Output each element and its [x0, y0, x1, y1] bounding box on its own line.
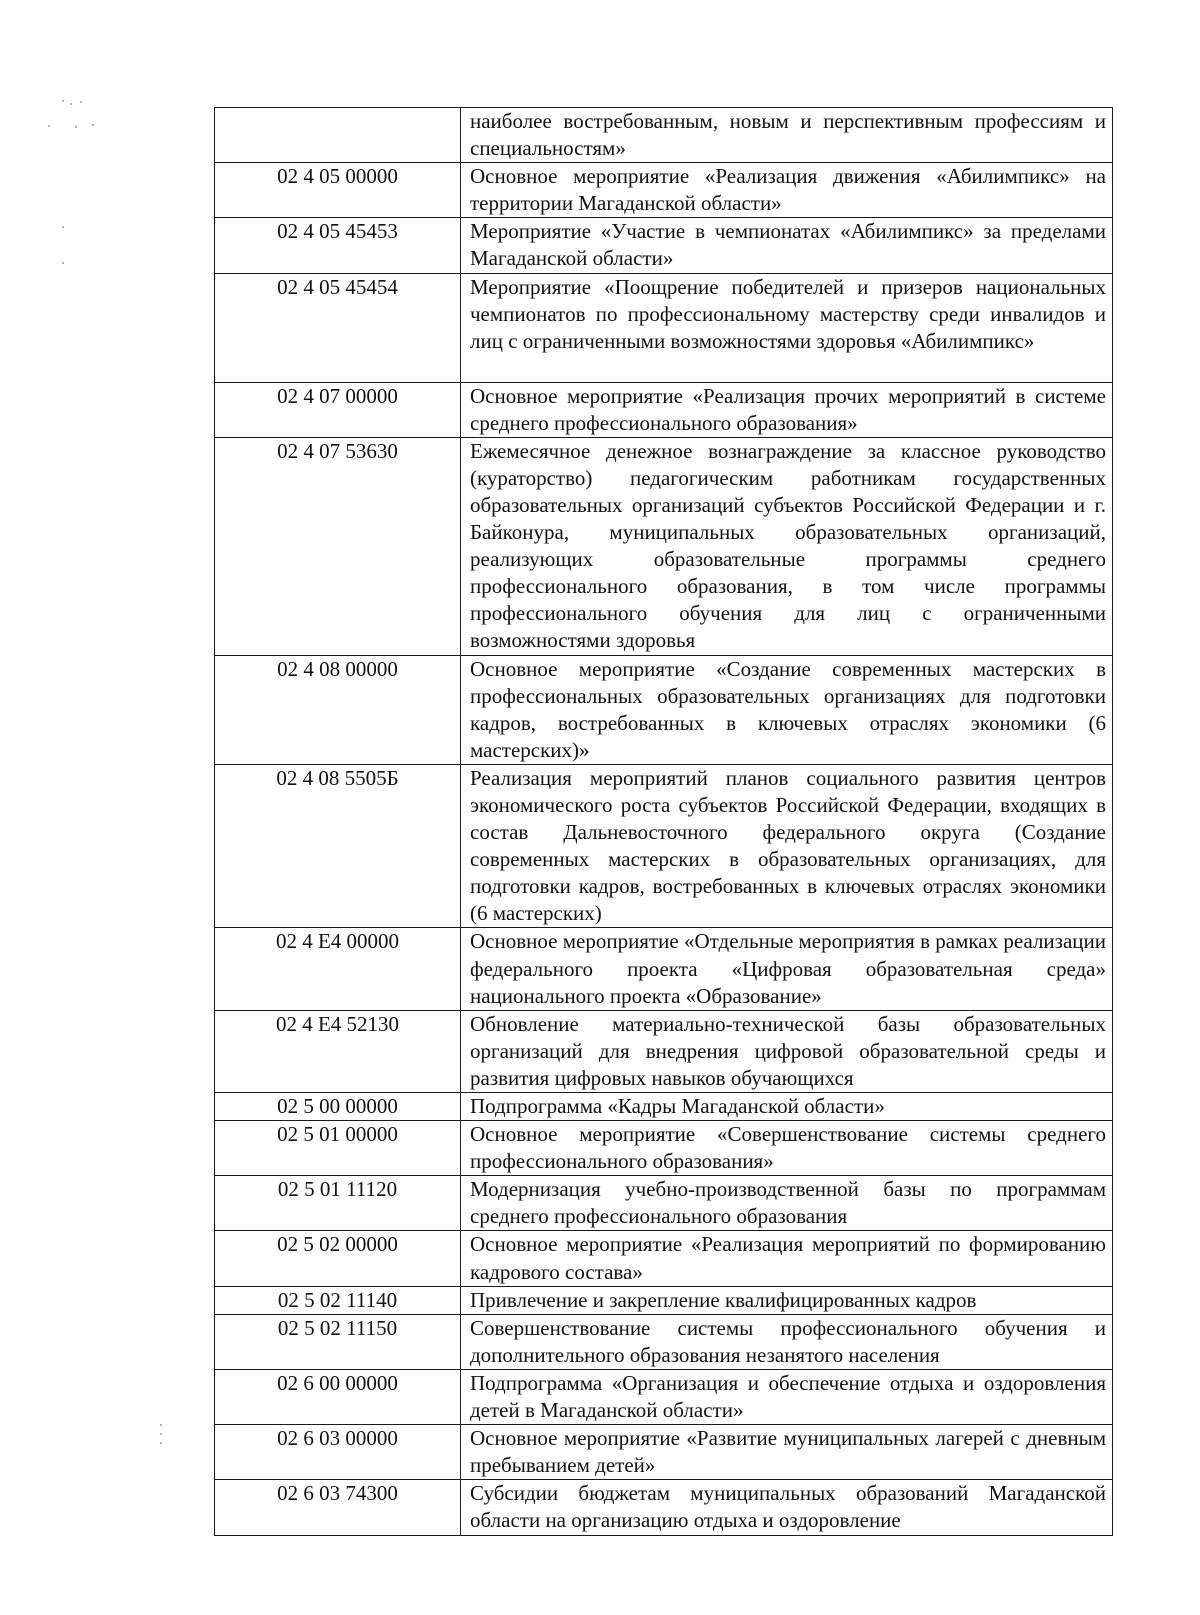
scan-speck [160, 1442, 162, 1444]
table-row [215, 928, 1113, 1010]
scan-speck [75, 126, 77, 128]
budget-code-cell: 02 4 E4 52130 [215, 1010, 461, 1092]
table-row [215, 655, 1113, 764]
table-row [215, 764, 1113, 928]
description-cell: Модернизация учебно-производственной базы по программам среднего профессионального образования [461, 1176, 1113, 1231]
description-cell: Совершенствование системы профессионального обучения и дополнительного образования незанятого населения [461, 1314, 1113, 1369]
description-cell: Привлечение и закрепление квалифицированных кадров [461, 1286, 1113, 1314]
budget-code-cell: 02 5 02 11150 [215, 1314, 461, 1369]
description-cell: наиболее востребованным, новым и перспективным профессиям и специальностям» [461, 108, 1113, 163]
budget-code-cell [215, 108, 461, 163]
scan-speck [62, 226, 64, 228]
budget-code-cell: 02 4 05 45454 [215, 273, 461, 382]
scan-speck [92, 124, 94, 126]
table-row [215, 382, 1113, 437]
budget-code-cell: 02 5 00 00000 [215, 1093, 461, 1121]
description-cell: Мероприятие «Поощрение победителей и призеров национальных чемпионатов по профессиональному мастерству среди инвалидов и лиц с ограниченными возможностями здоровья «Абилимпикс» [461, 273, 1113, 382]
description-cell: Подпрограмма «Организация и обеспечение отдыха и оздоровления детей в Магаданской области» [461, 1369, 1113, 1424]
table-row [215, 1010, 1113, 1092]
description-cell: Основное мероприятие «Создание современных мастерских в профессиональных образовательных организациях для подготовки кадров, востребованных в ключевых отраслях экономики (6 мастерских)» [461, 655, 1113, 764]
budget-code-cell: 02 4 08 00000 [215, 655, 461, 764]
scan-speck [70, 103, 72, 105]
scan-speck [62, 262, 64, 264]
table-row [215, 218, 1113, 273]
description-cell: Субсидии бюджетам муниципальных образований Магаданской области на организацию отдыха и оздоровление [461, 1480, 1113, 1536]
budget-classification-table [214, 107, 1113, 1536]
description-cell: Мероприятие «Участие в чемпионатах «Абилимпикс» за пределами Магаданской области» [461, 218, 1113, 273]
table-row [215, 1480, 1113, 1536]
scan-speck [62, 100, 64, 102]
table-row [215, 1369, 1113, 1424]
table-row [215, 1231, 1113, 1286]
description-cell: Реализация мероприятий планов социального развития центров экономического роста субъектов Российской Федерации, входящих в состав Дальневосточного федерального округа (Создание современных мастерских в образовательных организациях, для подготовки кадров, востребованных в ключевых отраслях экономики (6 мастерских) [461, 764, 1113, 928]
budget-code-cell: 02 5 02 11140 [215, 1286, 461, 1314]
table-row [215, 437, 1113, 655]
budget-code-cell: 02 4 05 45453 [215, 218, 461, 273]
description-cell: Основное мероприятие «Реализация движения «Абилимпикс» на территории Магаданской области» [461, 163, 1113, 218]
budget-code-cell: 02 6 00 00000 [215, 1369, 461, 1424]
scan-speck [80, 101, 82, 103]
table-row [215, 1425, 1113, 1480]
table-row [215, 273, 1113, 382]
budget-code-cell: 02 5 01 00000 [215, 1121, 461, 1176]
description-cell: Обновление материально-технической базы образовательных организаций для внедрения цифровой образовательной среды и развития цифровых навыков обучающихся [461, 1010, 1113, 1092]
budget-code-cell: 02 4 07 00000 [215, 382, 461, 437]
table-row [215, 108, 1113, 163]
table-row [215, 163, 1113, 218]
description-cell: Основное мероприятие «Совершенствование системы среднего профессионального образования» [461, 1121, 1113, 1176]
table-row [215, 1314, 1113, 1369]
scan-speck [160, 1433, 162, 1435]
description-cell: Основное мероприятие «Реализация мероприятий по формированию кадрового состава» [461, 1231, 1113, 1286]
budget-code-cell: 02 5 02 00000 [215, 1231, 461, 1286]
budget-code-cell: 02 5 01 11120 [215, 1176, 461, 1231]
budget-code-cell: 02 4 07 53630 [215, 437, 461, 655]
table-row [215, 1286, 1113, 1314]
budget-code-cell: 02 4 E4 00000 [215, 928, 461, 1010]
table-row [215, 1176, 1113, 1231]
description-cell: Ежемесячное денежное вознаграждение за классное руководство (кураторство) педагогическим работникам государственных образовательных организаций субъектов Российской Федерации и г. Байконура, муниципальных образовательных организаций, реализующих образовательные программы среднего профессионального образования, в том числе программы профессионального обучения для лиц с ограниченными возможностями здоровья [461, 437, 1113, 655]
scan-speck [48, 125, 50, 127]
table-row [215, 1093, 1113, 1121]
description-cell: Подпрограмма «Кадры Магаданской области» [461, 1093, 1113, 1121]
budget-code-cell: 02 4 05 00000 [215, 163, 461, 218]
description-cell: Основное мероприятие «Реализация прочих мероприятий в системе среднего профессионального образования» [461, 382, 1113, 437]
budget-code-cell: 02 6 03 74300 [215, 1480, 461, 1536]
budget-code-cell: 02 6 03 00000 [215, 1425, 461, 1480]
description-cell: Основное мероприятие «Развитие муниципальных лагерей с дневным пребыванием детей» [461, 1425, 1113, 1480]
scan-speck [160, 1424, 162, 1426]
budget-code-cell: 02 4 08 5505Б [215, 764, 461, 928]
description-cell: Основное мероприятие «Отдельные мероприятия в рамках реализации федерального проекта «Цифровая образовательная среда» национального проекта «Образование» [461, 928, 1113, 1010]
table-row [215, 1121, 1113, 1176]
